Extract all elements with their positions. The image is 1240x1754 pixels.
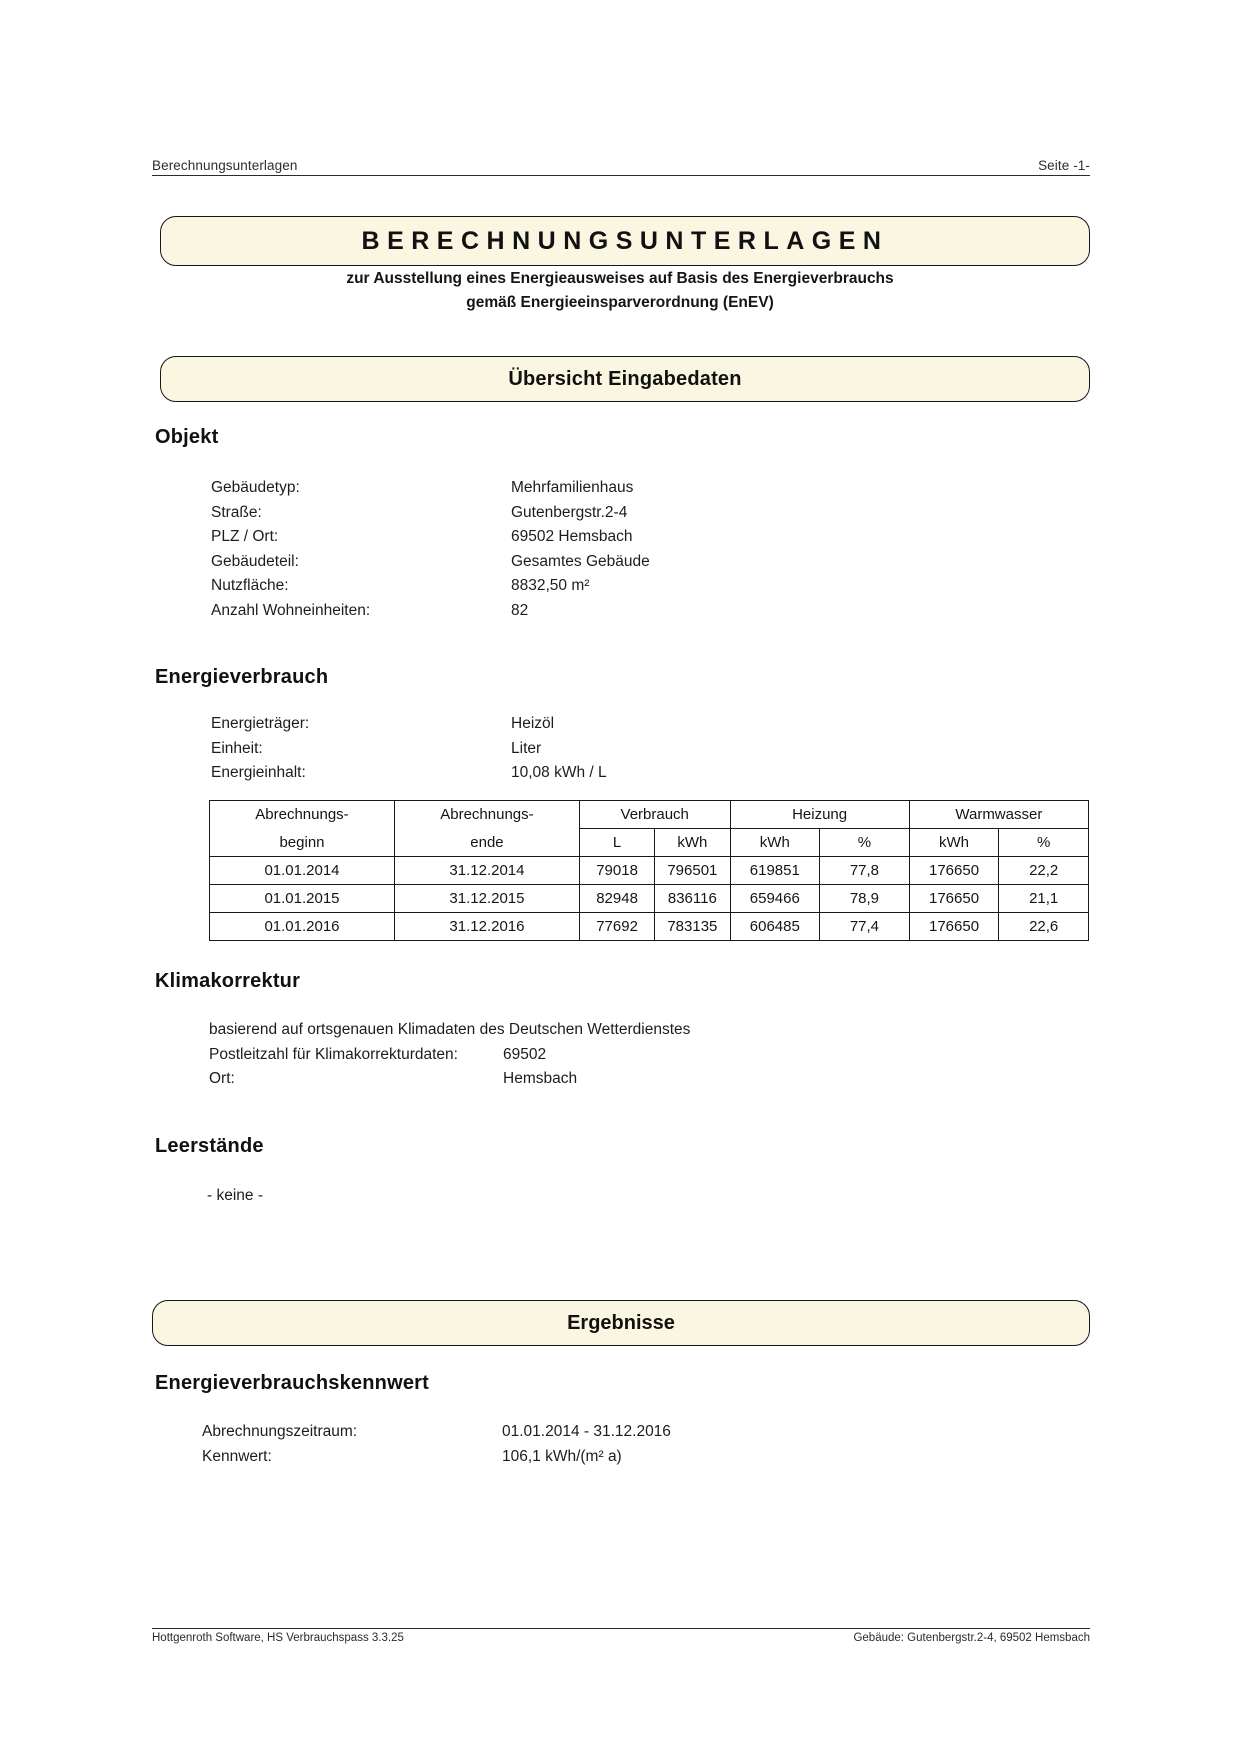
- detail-label: Gebäudetyp:: [211, 479, 300, 496]
- table-row: [210, 885, 1089, 913]
- cell-verbrauch-l: 79018: [579, 857, 654, 885]
- detail-label: Nutzfläche:: [211, 577, 289, 595]
- title-banner: [160, 216, 1090, 266]
- detail-value: Hemsbach: [503, 1070, 578, 1088]
- cell-verbrauch-kwh: 796501: [655, 857, 730, 885]
- detail-row: [209, 1067, 690, 1092]
- cell-beginn: 01.01.2015: [210, 885, 395, 913]
- th-group-heizung: Heizung: [730, 801, 909, 829]
- detail-value: 106,1 kWh/(m² a): [502, 1447, 622, 1465]
- cell-beginn: 01.01.2016: [210, 913, 395, 941]
- detail-value: 69502: [503, 1045, 547, 1063]
- results-banner-label: Ergebnisse: [567, 1311, 675, 1334]
- detail-value: Liter: [511, 739, 542, 757]
- detail-label: Energieinhalt:: [211, 764, 306, 782]
- detail-label: PLZ / Ort:: [211, 528, 279, 546]
- cell-warmwasser-pct: 22,6: [999, 913, 1089, 941]
- detail-row: [211, 550, 650, 575]
- th-group-warmwasser: Warmwasser: [909, 801, 1088, 829]
- detail-label: Ort:: [209, 1070, 235, 1088]
- cell-verbrauch-l: 77692: [579, 913, 654, 941]
- klimakorrektur-note: basierend auf ortsgenauen Klimadaten des Deutschen Wetterdienstes: [209, 1021, 691, 1038]
- cell-heizung-pct: 77,4: [820, 913, 910, 941]
- detail-value: 82: [511, 601, 529, 619]
- cell-verbrauch-kwh: 836116: [655, 885, 730, 913]
- th-warmwasser-kwh: kWh: [909, 829, 999, 857]
- overview-banner: [160, 356, 1090, 402]
- section-heading-energieverbrauch: Energieverbrauch: [155, 666, 329, 688]
- detail-value: 10,08 kWh / L: [511, 764, 607, 782]
- subtitle-line-2: gemäß Energieeinsparverordnung (EnEV): [466, 294, 774, 311]
- detail-label: Anzahl Wohneinheiten:: [211, 601, 371, 619]
- detail-row: [211, 501, 650, 526]
- th-warmwasser-prozent: %: [999, 829, 1089, 857]
- detail-row: [202, 1420, 671, 1445]
- detail-row: [211, 761, 607, 786]
- cell-heizung-kwh: 619851: [730, 857, 820, 885]
- table-header-row-1: [210, 801, 1089, 829]
- section-heading-leerstaende: Leerstände: [155, 1135, 264, 1157]
- th-abrechnungsende-1: Abrechnungs-: [394, 801, 579, 829]
- title-banner-label: BERECHNUNGSUNTERLAGEN: [361, 226, 889, 255]
- section-heading-objekt: Objekt: [155, 426, 219, 448]
- header-document-title: Berechnungsunterlagen: [152, 158, 298, 173]
- table-row: [210, 857, 1089, 885]
- detail-row: [209, 1043, 690, 1068]
- th-verbrauch-liter: L: [579, 829, 654, 857]
- cell-warmwasser-pct: 22,2: [999, 857, 1089, 885]
- detail-value: 01.01.2014 - 31.12.2016: [502, 1423, 671, 1440]
- energieverbrauch-details: [211, 712, 607, 786]
- th-heizung-prozent: %: [820, 829, 910, 857]
- objekt-details: [211, 476, 650, 624]
- detail-row: [211, 574, 650, 599]
- detail-label: Energieträger:: [211, 715, 310, 732]
- section-heading-kennwert: Energieverbrauchskennwert: [155, 1372, 429, 1394]
- cell-beginn: 01.01.2014: [210, 857, 395, 885]
- cell-ende: 31.12.2015: [394, 885, 579, 913]
- footer-building-info: Gebäude: Gutenbergstr.2-4, 69502 Hemsbach: [853, 1632, 1090, 1644]
- detail-value: Heizöl: [511, 715, 555, 732]
- detail-value: 69502 Hemsbach: [511, 528, 633, 546]
- detail-row: [202, 1445, 671, 1470]
- detail-label: Postleitzahl für Klimakorrekturdaten:: [209, 1045, 458, 1063]
- detail-value: Gesamtes Gebäude: [511, 552, 650, 570]
- detail-row: [211, 712, 607, 737]
- klimakorrektur-details: [209, 1018, 690, 1092]
- cell-warmwasser-pct: 21,1: [999, 885, 1089, 913]
- table-row: [210, 913, 1089, 941]
- cell-heizung-kwh: 659466: [730, 885, 820, 913]
- th-abrechnungsende-2: ende: [394, 829, 579, 857]
- cell-warmwasser-kwh: 176650: [909, 913, 999, 941]
- cell-heizung-pct: 77,8: [820, 857, 910, 885]
- subtitle-line-1: zur Ausstellung eines Energieausweises auf Basis des Energieverbrauchs: [346, 270, 894, 287]
- detail-label: Gebäudeteil:: [211, 552, 299, 570]
- overview-banner-label: Übersicht Eingabedaten: [508, 367, 742, 390]
- cell-ende: 31.12.2014: [394, 857, 579, 885]
- results-banner: [152, 1300, 1090, 1346]
- footer-software-info: Hottgenroth Software, HS Verbrauchspass 3.3.25: [152, 1632, 404, 1644]
- cell-heizung-pct: 78,9: [820, 885, 910, 913]
- detail-value: Mehrfamilienhaus: [511, 479, 634, 496]
- detail-label: Einheit:: [211, 739, 263, 757]
- detail-row: [211, 737, 607, 762]
- page-header: [152, 158, 1090, 176]
- cell-warmwasser-kwh: 176650: [909, 885, 999, 913]
- th-abrechnungsbeginn-2: beginn: [210, 829, 395, 857]
- detail-value: Gutenbergstr.2-4: [511, 503, 628, 521]
- detail-row: [211, 599, 650, 624]
- cell-warmwasser-kwh: 176650: [909, 857, 999, 885]
- detail-label: Abrechnungszeitraum:: [202, 1423, 358, 1440]
- header-page-number: Seite -1-: [1038, 158, 1090, 173]
- detail-row: [211, 525, 650, 550]
- th-heizung-kwh: kWh: [730, 829, 820, 857]
- detail-row: [211, 476, 650, 501]
- consumption-table: [209, 800, 1089, 941]
- section-heading-klimakorrektur: Klimakorrektur: [155, 970, 301, 992]
- th-group-verbrauch: Verbrauch: [579, 801, 730, 829]
- th-abrechnungsbeginn-1: Abrechnungs-: [210, 801, 395, 829]
- detail-value: 8832,50 m²: [511, 577, 590, 595]
- cell-verbrauch-l: 82948: [579, 885, 654, 913]
- leerstaende-value: - keine -: [207, 1187, 263, 1204]
- cell-heizung-kwh: 606485: [730, 913, 820, 941]
- table-header-row-2: [210, 829, 1089, 857]
- cell-ende: 31.12.2016: [394, 913, 579, 941]
- page-footer: [152, 1628, 1090, 1644]
- cell-verbrauch-kwh: 783135: [655, 913, 730, 941]
- detail-label: Kennwert:: [202, 1447, 272, 1465]
- kennwert-details: [202, 1420, 671, 1469]
- th-verbrauch-kwh: kWh: [655, 829, 730, 857]
- detail-label: Straße:: [211, 503, 262, 521]
